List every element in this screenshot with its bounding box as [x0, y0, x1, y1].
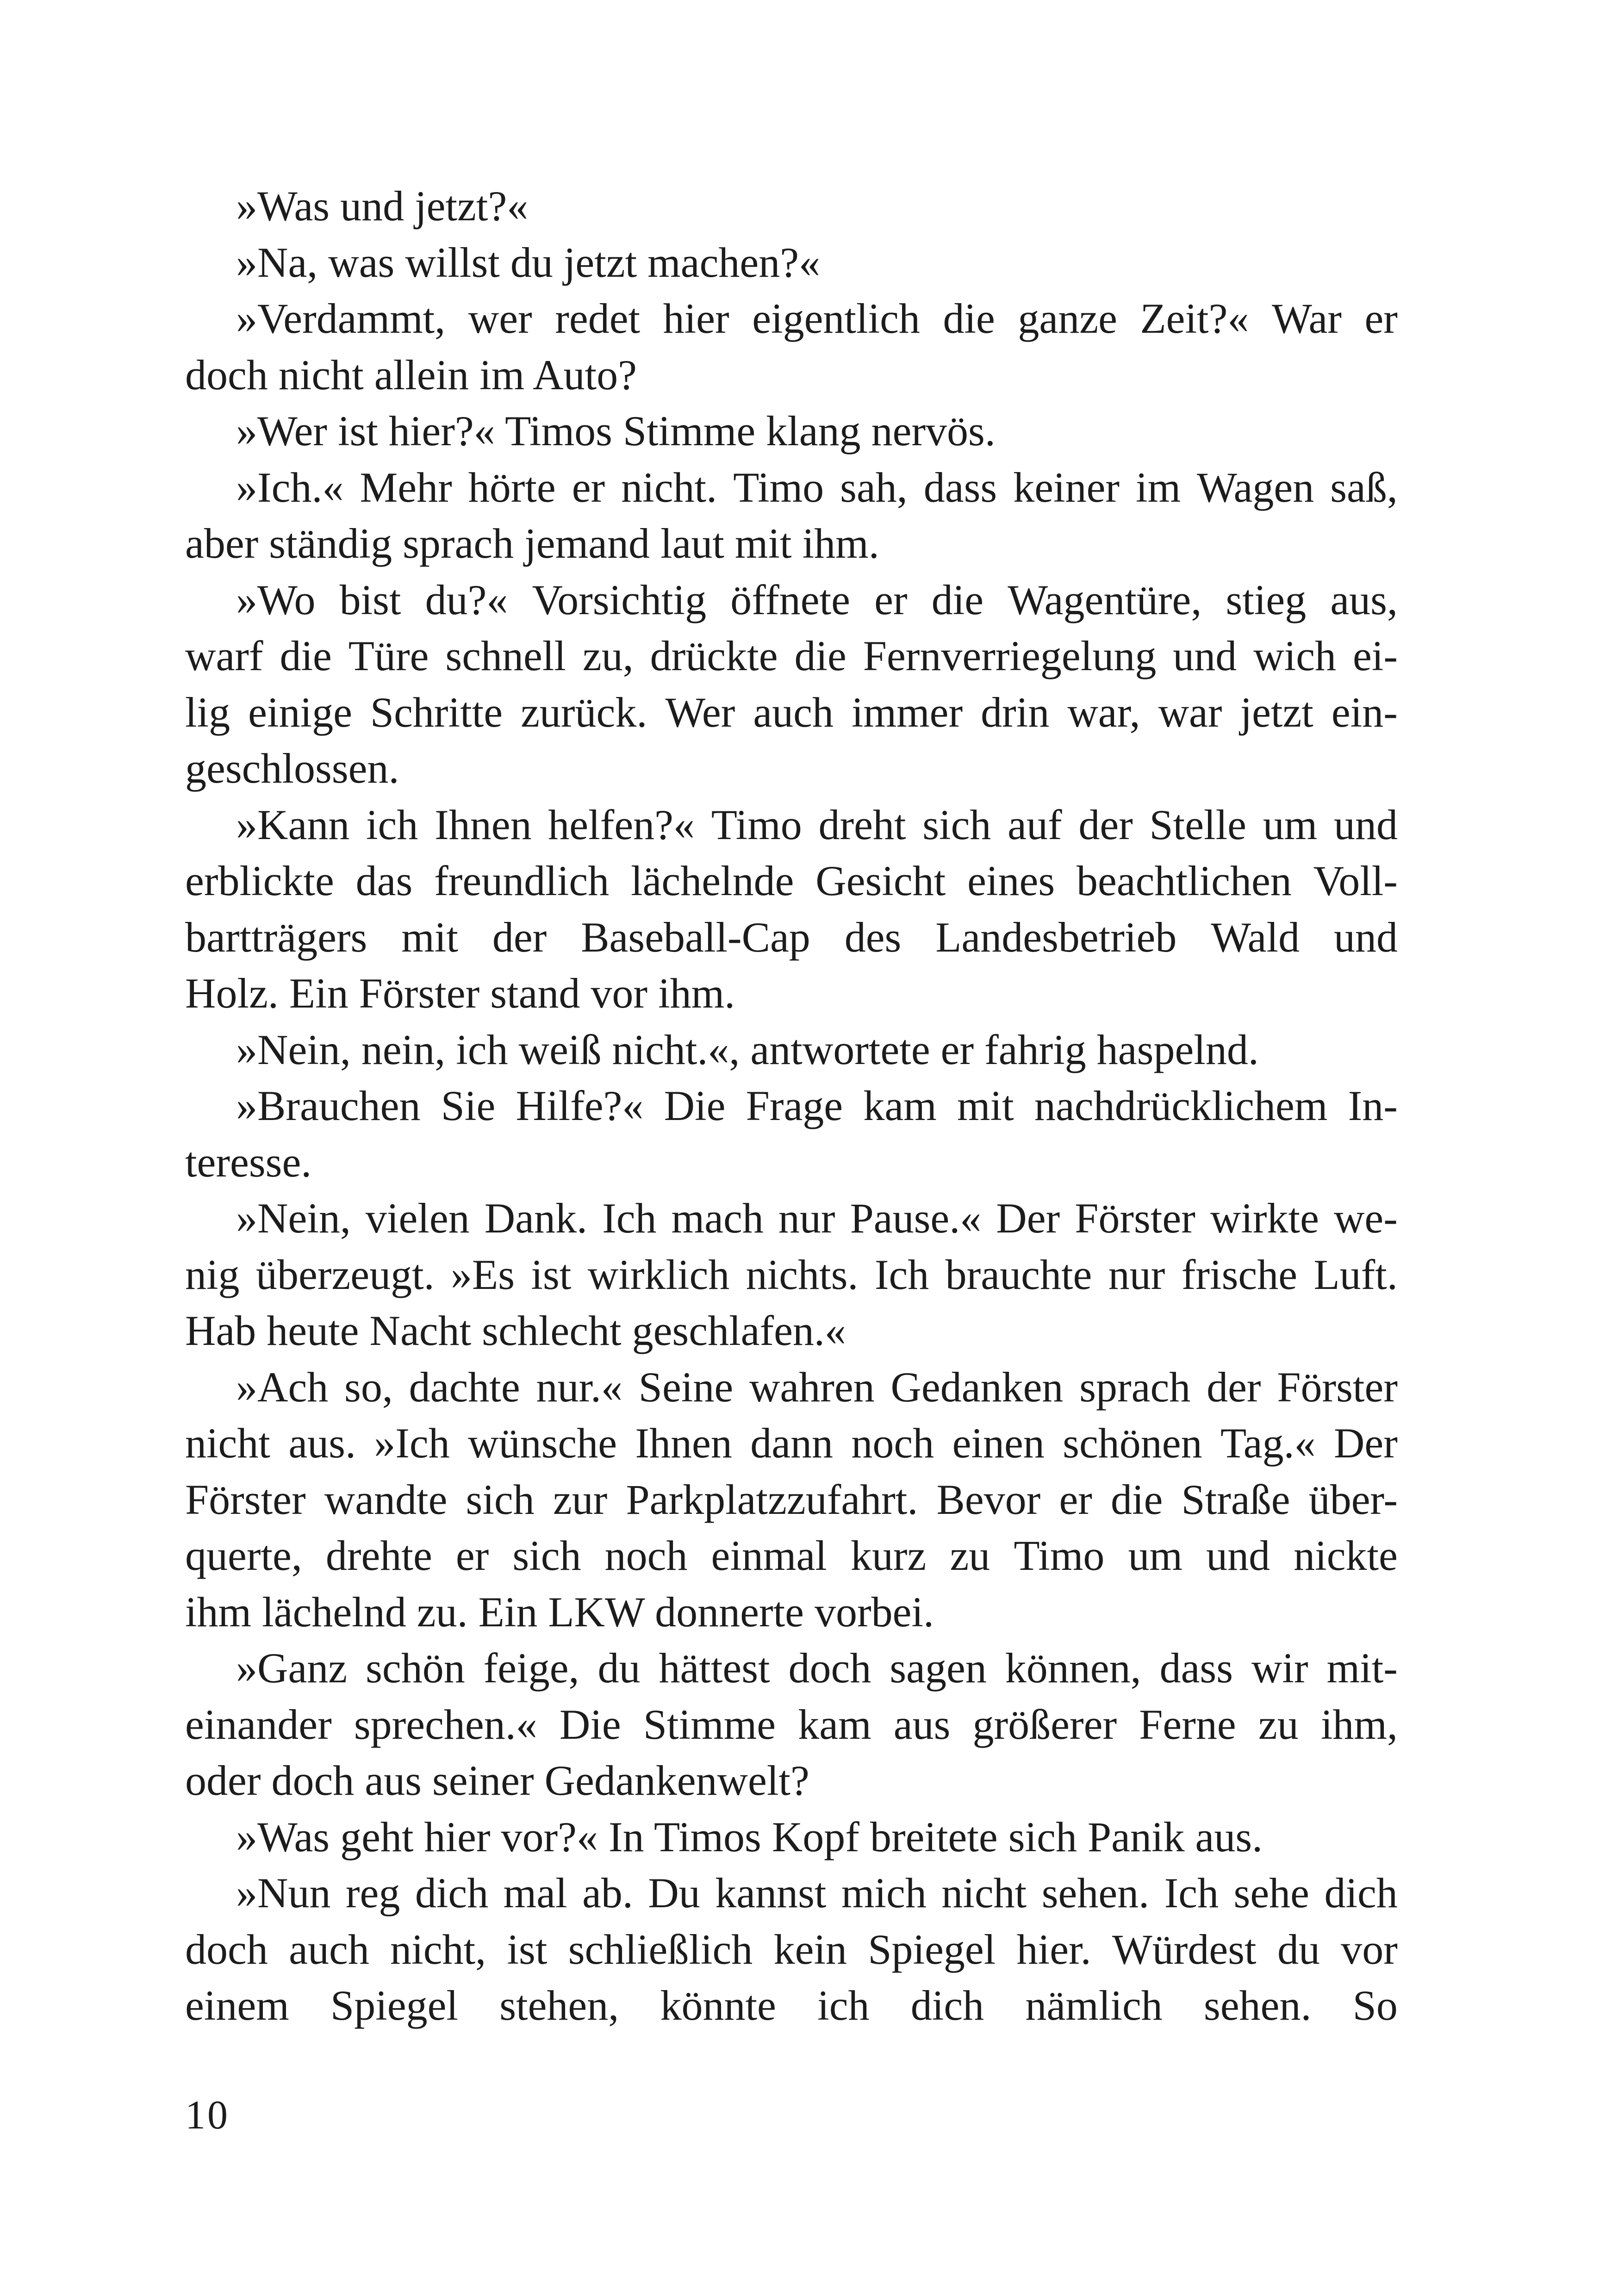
text-line: doch nicht allein im Auto? [185, 351, 637, 398]
text-line: lig einige Schritte zurück. Wer auch immer drin war, war jetzt ein- [185, 688, 1398, 736]
text-line: »Verdammt, wer redet hier eigentlich die ganze Zeit?« War er [236, 295, 1398, 342]
text-line: einem Spiegel stehen, könnte ich dich nämlich sehen. So [185, 1982, 1398, 2029]
text-line: »Nun reg dich mal ab. Du kannst mich nicht sehen. Ich sehe dich [236, 1869, 1398, 1916]
text-line: »Kann ich Ihnen helfen?« Timo dreht sich auf der Stelle um und [236, 801, 1398, 848]
text-line: »Ganz schön feige, du hättest doch sagen können, dass wir mit- [236, 1644, 1398, 1692]
text-line: »Wer ist hier?« Timos Stimme klang nervös. [236, 407, 996, 454]
text-line: »Nein, nein, ich weiß nicht.«, antwortete er fahrig haspelnd. [236, 1026, 1259, 1073]
text-line: Förster wandte sich zur Parkplatzzufahrt. Bevor er die Straße über- [185, 1475, 1398, 1523]
text-line: »Nein, vielen Dank. Ich mach nur Pause.« Der Förster wirkte we- [236, 1195, 1398, 1242]
text-line: »Was geht hier vor?« In Timos Kopf breitete sich Panik aus. [236, 1813, 1263, 1860]
text-line: »Brauchen Sie Hilfe?« Die Frage kam mit nachdrücklichem In- [236, 1082, 1398, 1129]
text-line: »Wo bist du?« Vorsichtig öffnete er die Wagentüre, stieg aus, [236, 576, 1398, 623]
text-line: nig überzeugt. »Es ist wirklich nichts. Ich brauchte nur frische Luft. [185, 1251, 1398, 1298]
text-line: querte, drehte er sich noch einmal kurz zu Timo um und nickte [185, 1532, 1398, 1579]
text-line: doch auch nicht, ist schließlich kein Spiegel hier. Würdest du vor [185, 1925, 1398, 1973]
text-line: nicht aus. »Ich wünsche Ihnen dann noch einen schönen Tag.« Der [185, 1419, 1398, 1467]
text-line: »Ach so, dachte nur.« Seine wahren Gedanken sprach der Förster [236, 1363, 1398, 1411]
text-line: »Ich.« Mehr hörte er nicht. Timo sah, dass keiner im Wagen saß, [236, 463, 1398, 511]
text-line: Holz. Ein Förster stand vor ihm. [185, 970, 735, 1017]
text-line: einander sprechen.« Die Stimme kam aus größerer Ferne zu ihm, [185, 1700, 1398, 1748]
text-line: ihm lächelnd zu. Ein LKW donnerte vorbei. [185, 1588, 934, 1636]
text-line: »Was und jetzt?« [236, 182, 529, 230]
text-line: geschlossen. [185, 745, 399, 792]
page-number: 10 [185, 2093, 230, 2138]
text-line: bartträgers mit der Baseball-Cap des Landesbetrieb Wald und [185, 913, 1398, 961]
text-line: »Na, was willst du jetzt machen?« [236, 238, 821, 286]
text-line: Hab heute Nacht schlecht geschlafen.« [185, 1307, 846, 1354]
body-text [185, 178, 1398, 2034]
text-line: erblickte das freundlich lächelnde Gesicht eines beachtlichen Voll- [185, 857, 1398, 904]
text-line: warf die Türe schnell zu, drückte die Fernverriegelung und wich ei- [185, 632, 1398, 679]
text-line: oder doch aus seiner Gedankenwelt? [185, 1757, 809, 1804]
text-line: teresse. [185, 1138, 312, 1186]
text-line: aber ständig sprach jemand laut mit ihm. [185, 520, 879, 567]
